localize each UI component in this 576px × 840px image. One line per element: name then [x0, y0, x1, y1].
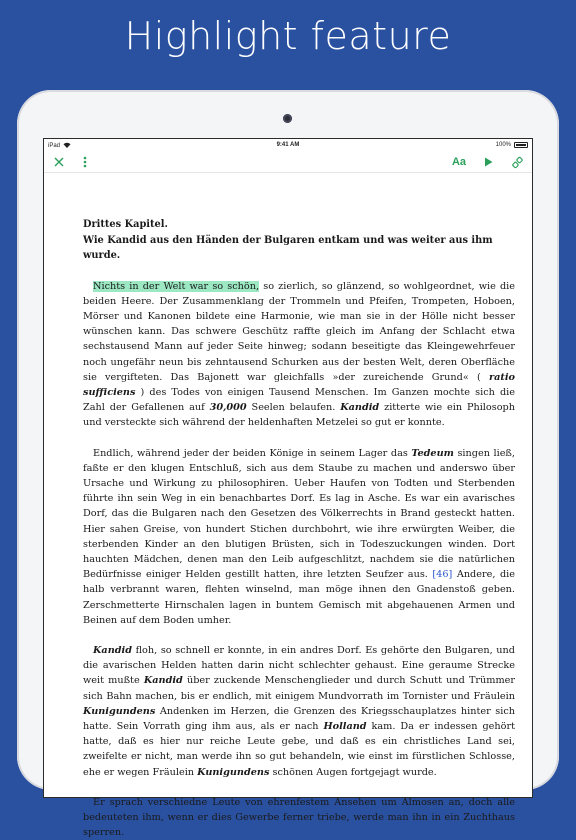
paragraph-text: floh, so schnell er konnte, in ein andres Dorf. Es gehörte den Bulgaren, und die avarischen Helden hatten darin nicht schlechter gehaust. Eine geraume Strecke weit mußte [83, 644, 515, 687]
emphasis-text: ratio sufficiens [83, 371, 515, 398]
close-button[interactable] [52, 155, 66, 169]
paragraph-text: zitterte wie ein Philosoph und versteckte sich während der heldenhaften Metzelei so gut er konnte. [83, 402, 515, 429]
emphasis-text: Tedeum [411, 447, 454, 459]
paragraph-text: Andere, die halb verbrannt waren, flehten winselnd, man möge ihnen den Gnadenstoß geben. Zerschmetterte Hirnschalen lagen in buntem Gemisch mit abgehauenen Armen und Beinen auf dem Boden umher. [83, 569, 515, 626]
vertical-ellipsis-icon [83, 156, 87, 168]
name-kandid: Kandid [143, 675, 183, 687]
status-time: 9:41 AM [276, 142, 300, 148]
ipad-device-frame [17, 90, 559, 839]
link-icon [512, 157, 523, 168]
name-kunigunde: Kunigundens [83, 705, 156, 717]
reader-toolbar [44, 151, 532, 173]
paragraph-text: schönen Augen fortgejagt wurde. [269, 766, 437, 778]
paragraph-text: singen ließ, faßte er den klugen Entschluß, sich aus dem Staube zu machen und anderswo über Ursache und Wirkung zu philosophiren. Ueber Haufen von Todten und Sterbenden führte ihn sein Weg in ein benachbartes Dorf. Es lag in Asche. Es war ein avarisches Dorf, das die Bulgaren nach den Gesetzen des Völkerrechts in Brand gesteckt hatten. Hier sahen Greise, von hundert Stichen durchbohrt, wie ihre erwürgten Weiber, die sterbenden Kinder an den blutigen Brüsten, sich in Todeszuckungen winden. Dort hauchten Mädchen, denen man den Leib aufgeschlitzt, nachdem sie die natürlichen Bedürfnisse einiger Helden gestillt hatten, ihre letzten Seufzer aus. [83, 447, 515, 581]
battery-icon [514, 142, 528, 148]
book-content [44, 173, 532, 840]
paragraph-text: Er sprach verschiedne Leute von ehrenfestem Ansehen um Almosen an, doch alle bedeuteten ihm, wenn er dies Gewerbe ferner triebe, werde man ihn in ein Zuchthaus sperren. [83, 796, 515, 839]
font-settings-button[interactable]: Aa [451, 156, 466, 168]
paragraph-1 [83, 279, 515, 431]
name-kandid: Kandid [340, 402, 380, 414]
play-button[interactable] [481, 155, 495, 169]
close-icon [54, 157, 64, 167]
chapter-heading [83, 217, 515, 264]
link-button[interactable] [510, 155, 524, 169]
play-icon [484, 157, 493, 167]
paragraph-text: so zierlich, so glänzend, so wohlgeordnet, wie die beiden Heere. Der Zusammenklang der Trommeln und Pfeifen, Trompeten, Hoboen, Mörser und Kanonen bildete eine Harmonie, wie man sie in der Hölle nicht besser wünschen kann. Das schwere Geschütz raffte gleich im Anfang der Schlacht etwa sechstausend Mann auf jeder Seite hinweg; sodann beseitigte das Kleingewehrfeuer noch ungefähr neun bis zehntausend Schurken aus der besten Welt, deren Oberfläche sie vergifteten. Das Bajonett war gleichfalls »der zureichende Grund« ( [83, 280, 515, 383]
more-options-button[interactable] [78, 155, 92, 169]
paragraph-text: Andenken im Herzen, die Grenzen des Kriegsschauplatzes hinter sich hatte. Sein Vorrath ging ihm aus, als er nach [83, 705, 515, 732]
name-holland: Holland [323, 720, 367, 732]
promo-headline: Highlight feature [124, 14, 452, 58]
name-kandid: Kandid [93, 644, 132, 656]
paragraph-text: ) des Todes von einigen Tausend Menschen. Im Ganzen mochte sich die Zahl der Gefallenen auf [83, 386, 515, 414]
paragraph-3 [83, 643, 515, 780]
footnote-link[interactable]: [46] [432, 569, 453, 581]
paragraph-text: über zuckende Menschenglieder und durch Schutt und Trümmer sich Bahn machen, bis er endlich, mit einigem Mundvorrath im Tornister und Fräulein [83, 675, 516, 702]
paragraph-text: kam. Da er indessen gehört hatte, daß es hier nur reiche Leute gebe, und daß es ein christliches Land sei, zweifelte er nicht, man werde ihn so gut behandeln, wie einst im fürstlichen Schlosse, ehe er wegen Fräulein [83, 720, 515, 778]
paragraph-4 [83, 795, 515, 840]
status-bar [44, 139, 532, 151]
paragraph-text: Seelen belaufen. [246, 402, 341, 414]
highlighted-text[interactable]: Nichts in der Welt war so schön, [93, 280, 260, 292]
reader-screen [43, 138, 533, 839]
device-label: iPad [48, 143, 61, 149]
chapter-title: Drittes Kapitel. [83, 219, 168, 230]
battery-percent: 100% [495, 142, 511, 148]
camera-icon [283, 114, 292, 123]
emphasis-text: 30,000 [209, 402, 247, 414]
chapter-subtitle: Wie Kandid aus den Händen der Bulgaren entkam und was weiter aus ihm wurde. [83, 234, 493, 261]
name-kunigunde: Kunigundens [197, 766, 270, 778]
paragraph-2 [83, 446, 515, 628]
paragraph-text: Endlich, während jeder der beiden Könige in seinem Lager das [93, 447, 412, 459]
